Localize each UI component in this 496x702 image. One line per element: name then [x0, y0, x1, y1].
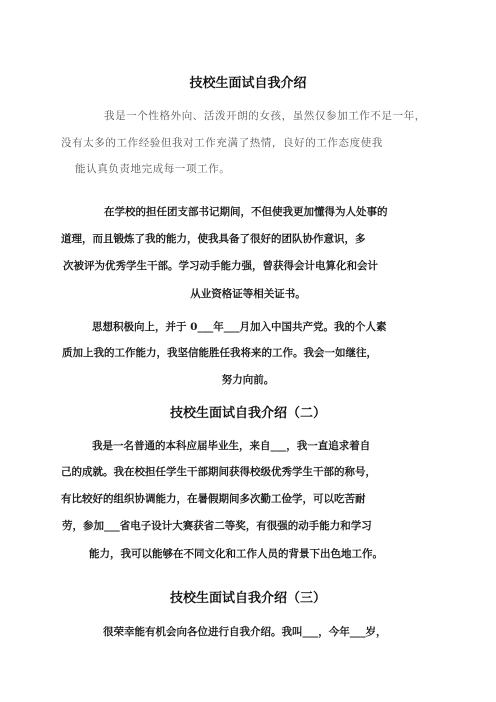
paragraph-4-line-3: 有比较好的组织协调能力，在暑假期间多次勤工俭学，可以吃苦耐 — [61, 493, 366, 505]
section-title-2: 技校生面试自我介绍（二） — [169, 406, 326, 421]
paragraph-2-line-3: 次被评为优秀学生干部。学习动手能力强，曾获得会计电算化和会计 — [63, 260, 378, 272]
paragraph-1-line-2: 没有太多的工作经验但我对工作充满了热情，良好的工作态度使我 — [61, 137, 383, 149]
paragraph-3-line-1: 思想积极向上，并于 0___年___月加入中国共产党。我的个人素 — [92, 321, 387, 333]
section-title-3: 技校生面试自我介绍（三） — [169, 591, 326, 606]
paragraph-3-line-3: 努力向前。 — [221, 374, 275, 386]
paragraph-2-line-4: 从业资格证等相关证书。 — [190, 288, 306, 300]
paragraph-3-line-2: 质加上我的工作能力，我坚信能胜任我将来的工作。我会一如继往， — [62, 347, 377, 359]
paragraph-4-line-5: 能力，我可以能够在不同文化和工作人员的背景下出色地工作。 — [89, 548, 383, 560]
paragraph-4-line-4: 劳，参加___省电子设计大赛获省二等奖，有很强的动手能力和学习 — [62, 520, 372, 532]
paragraph-4-line-2: 己的成就。我在校担任学生干部期间获得校级优秀学生干部的称号， — [61, 466, 376, 478]
paragraph-1-line-3: 能认真负责地完成每一项工作。 — [75, 163, 231, 175]
paragraph-4-line-1: 我是一名普通的本科应届毕业生，来自___，我一直追求着自 — [92, 440, 371, 452]
section-title-1: 技校生面试自我介绍 — [189, 76, 307, 91]
paragraph-2-line-1: 在学校的担任团支部书记期间，不但使我更加懂得为人处事的 — [104, 206, 388, 218]
paragraph-2-line-2: 道理，而且锻炼了我的能力，使我具备了很好的团队协作意识，多 — [61, 233, 366, 245]
paragraph-1-line-1: 我是一个性格外向、活泼开朗的女孩，虽然仅参加工作不足一年， — [104, 110, 426, 122]
paragraph-5-line-1: 很荣幸能有机会向各位进行自我介绍。我叫___，今年___岁， — [103, 626, 387, 638]
